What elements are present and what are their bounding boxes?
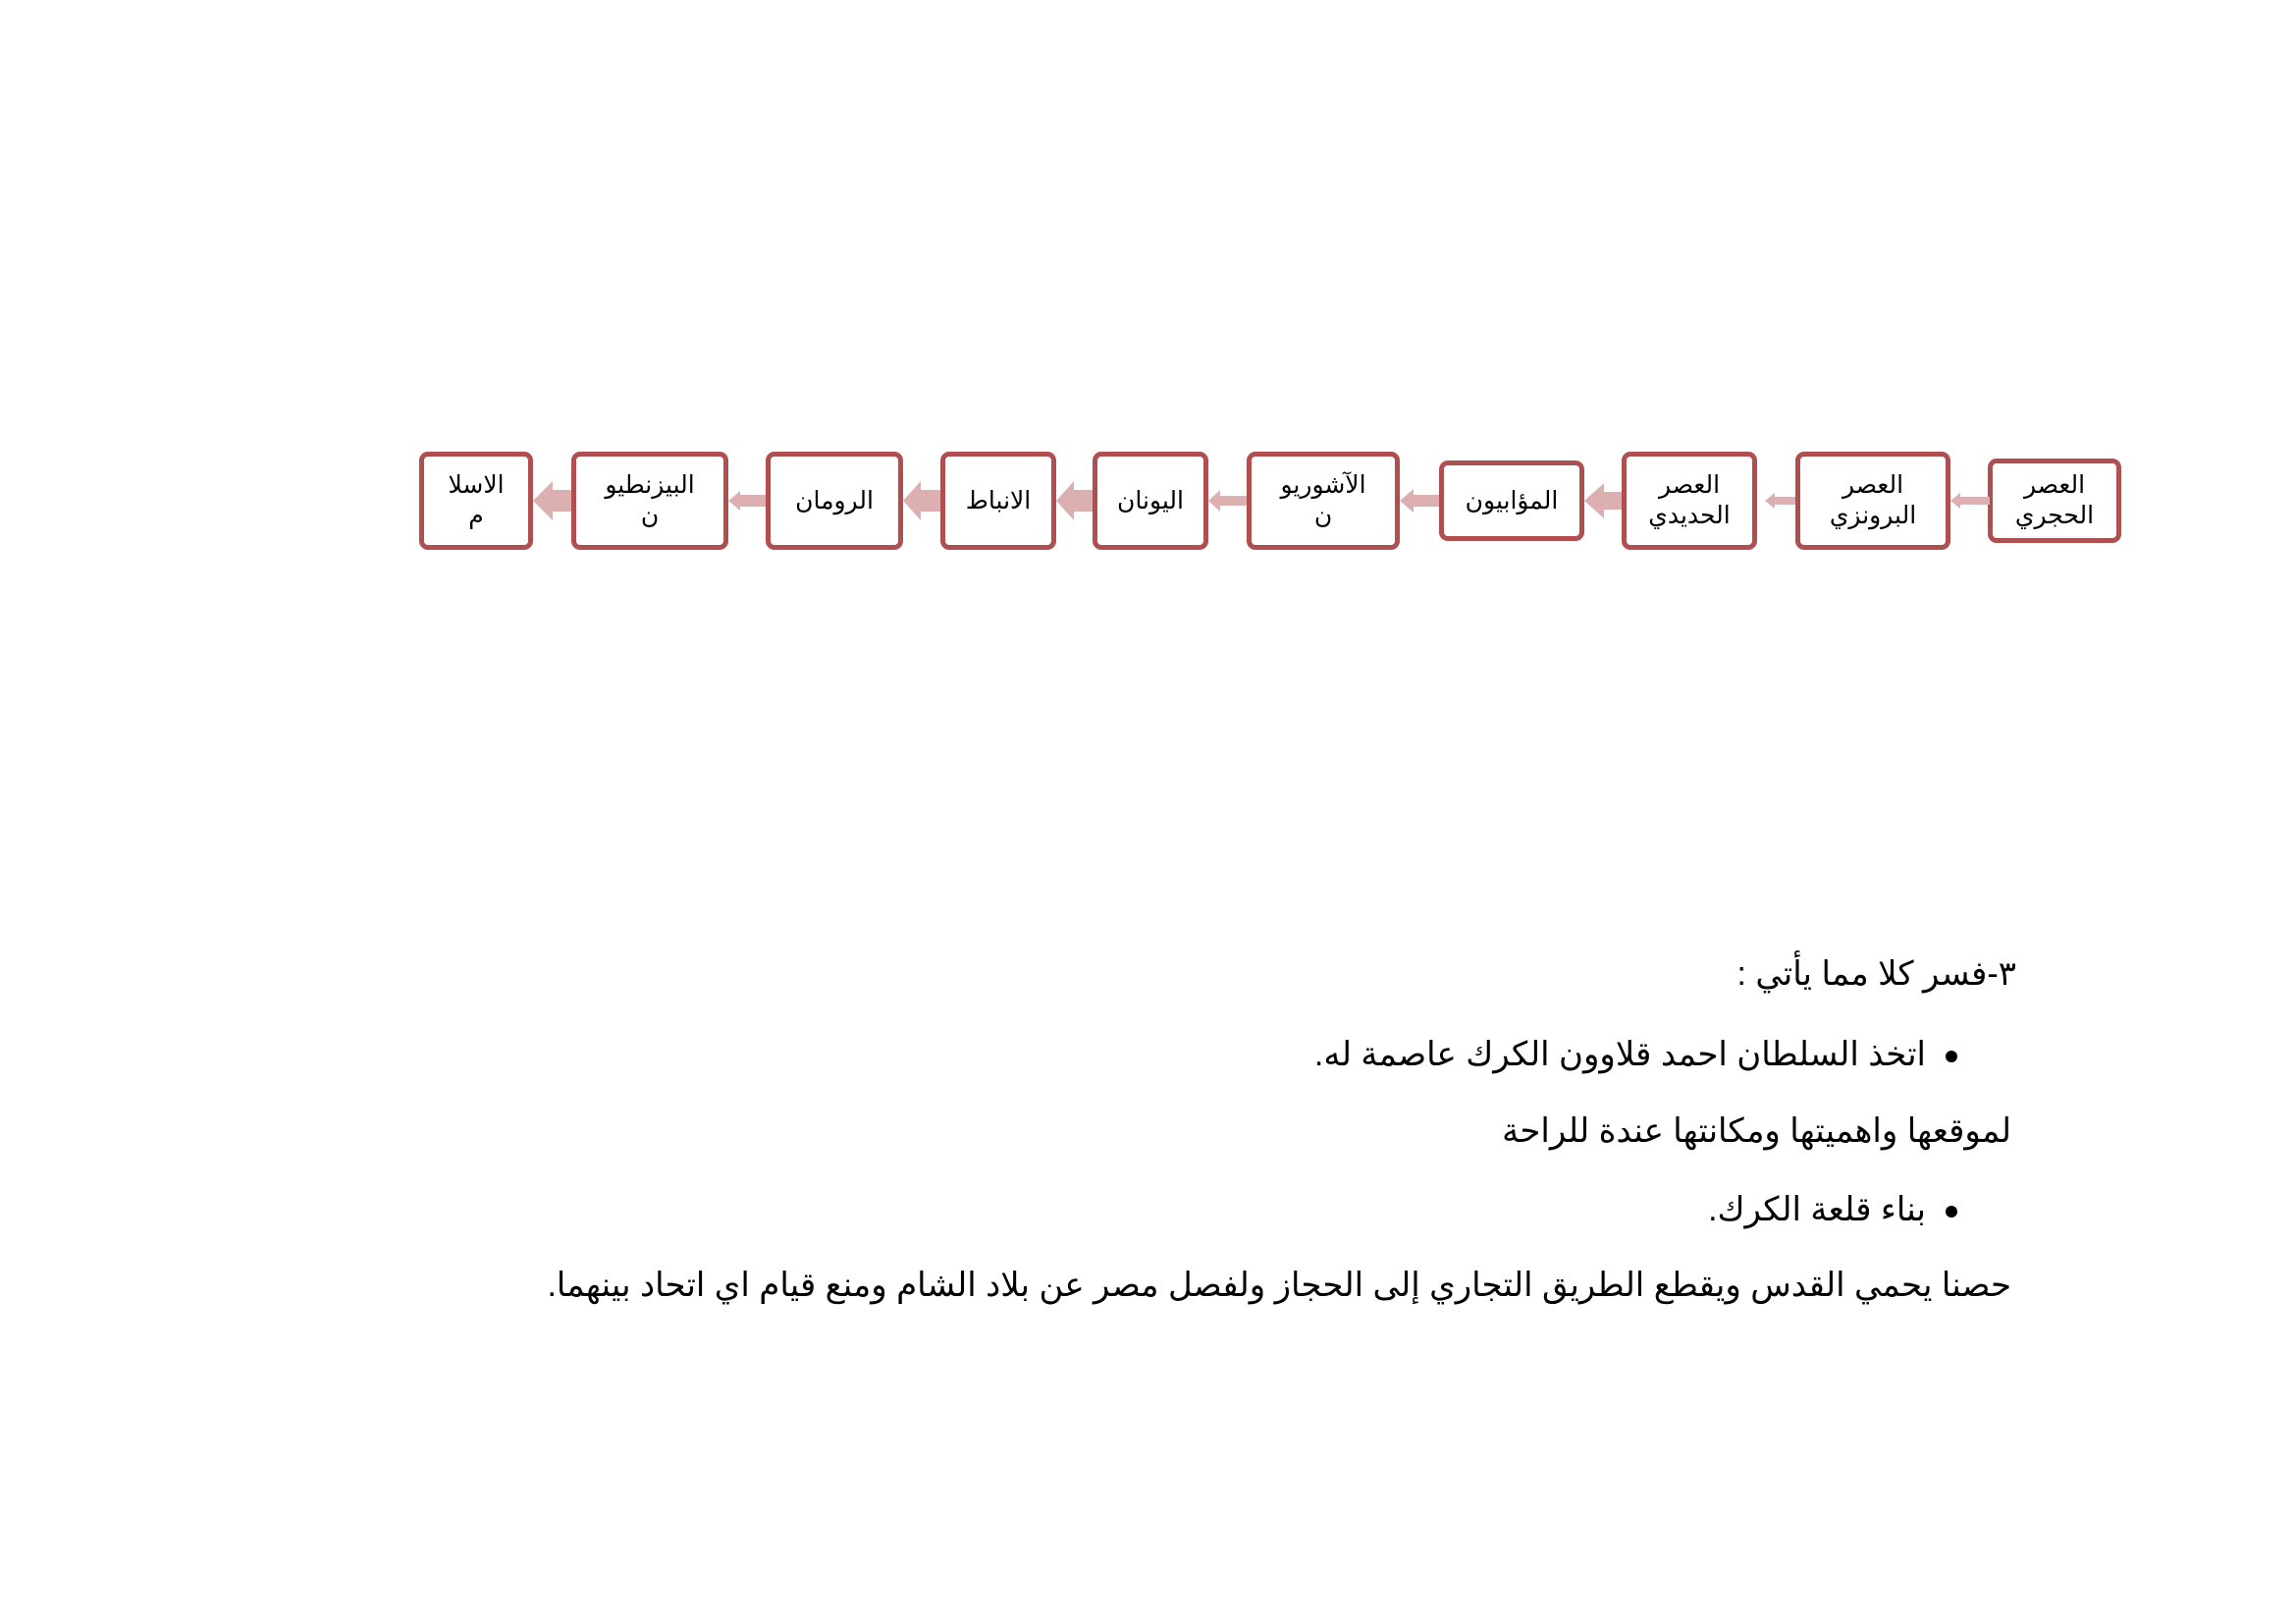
timeline-stage-label: الاسلا م xyxy=(448,471,505,529)
timeline-arrow-icon xyxy=(1584,483,1622,518)
timeline-stage-nabataeans xyxy=(940,452,1056,550)
bullet-icon xyxy=(1946,1051,1957,1062)
timeline-stage-stone-age xyxy=(1988,459,2121,543)
answer-text: لموقعها واهميتها ومكانتها عندة للراحة xyxy=(1502,1112,2011,1150)
timeline-stage-label: الرومان xyxy=(795,486,874,514)
timeline-arrow-icon xyxy=(533,481,571,520)
question-item xyxy=(1314,1033,1957,1076)
question-item xyxy=(1708,1188,1957,1231)
timeline-stage-label: العصر الحجري xyxy=(2014,471,2095,529)
timeline-arrow-icon xyxy=(1208,487,1247,514)
timeline-stage-label: العصر البرونزي xyxy=(1829,471,1917,529)
timeline-stage-byzantines xyxy=(571,452,728,550)
timeline-arrow-icon xyxy=(728,489,766,513)
timeline-stage-iron-age xyxy=(1622,452,1757,550)
timeline-stage-label: البيزنطيو ن xyxy=(605,471,695,529)
timeline-stage-label: الآشوريو ن xyxy=(1280,471,1366,529)
answer-text: حصنا يحمي القدس ويقطع الطريق التجاري إلى الحجاز ولفصل مصر عن بلاد الشام ومنع قيام اي اتحاد بينهما. xyxy=(547,1267,2011,1304)
timeline-arrow-icon xyxy=(1950,486,1990,515)
timeline-stage-label: العصر الحديدي xyxy=(1648,471,1731,529)
timeline-stage-label: اليونان xyxy=(1117,486,1184,514)
question-heading: ٣-فسر كلا مما يأتي : xyxy=(1736,955,2016,993)
timeline-stage-moabites xyxy=(1439,460,1584,541)
question-text: اتخذ السلطان احمد قلاوون الكرك عاصمة له. xyxy=(1313,1036,1926,1073)
timeline-arrow-icon xyxy=(1056,481,1093,520)
timeline-stage-label: المؤابيون xyxy=(1465,486,1559,514)
timeline-stage-romans xyxy=(766,452,903,550)
timeline-stage-label: الانباط xyxy=(965,486,1032,514)
timeline-arrow-icon xyxy=(1400,487,1439,514)
history-timeline xyxy=(0,0,2296,589)
timeline-arrow-icon xyxy=(1757,486,1795,515)
timeline-stage-assyrians xyxy=(1247,452,1400,550)
timeline-stage-bronze-age xyxy=(1795,452,1950,550)
timeline-stage-islam xyxy=(419,452,533,550)
timeline-stage-greeks xyxy=(1093,452,1208,550)
question-text: بناء قلعة الكرك. xyxy=(1708,1191,1926,1228)
timeline-arrow-icon xyxy=(903,481,940,520)
bullet-icon xyxy=(1946,1206,1957,1218)
